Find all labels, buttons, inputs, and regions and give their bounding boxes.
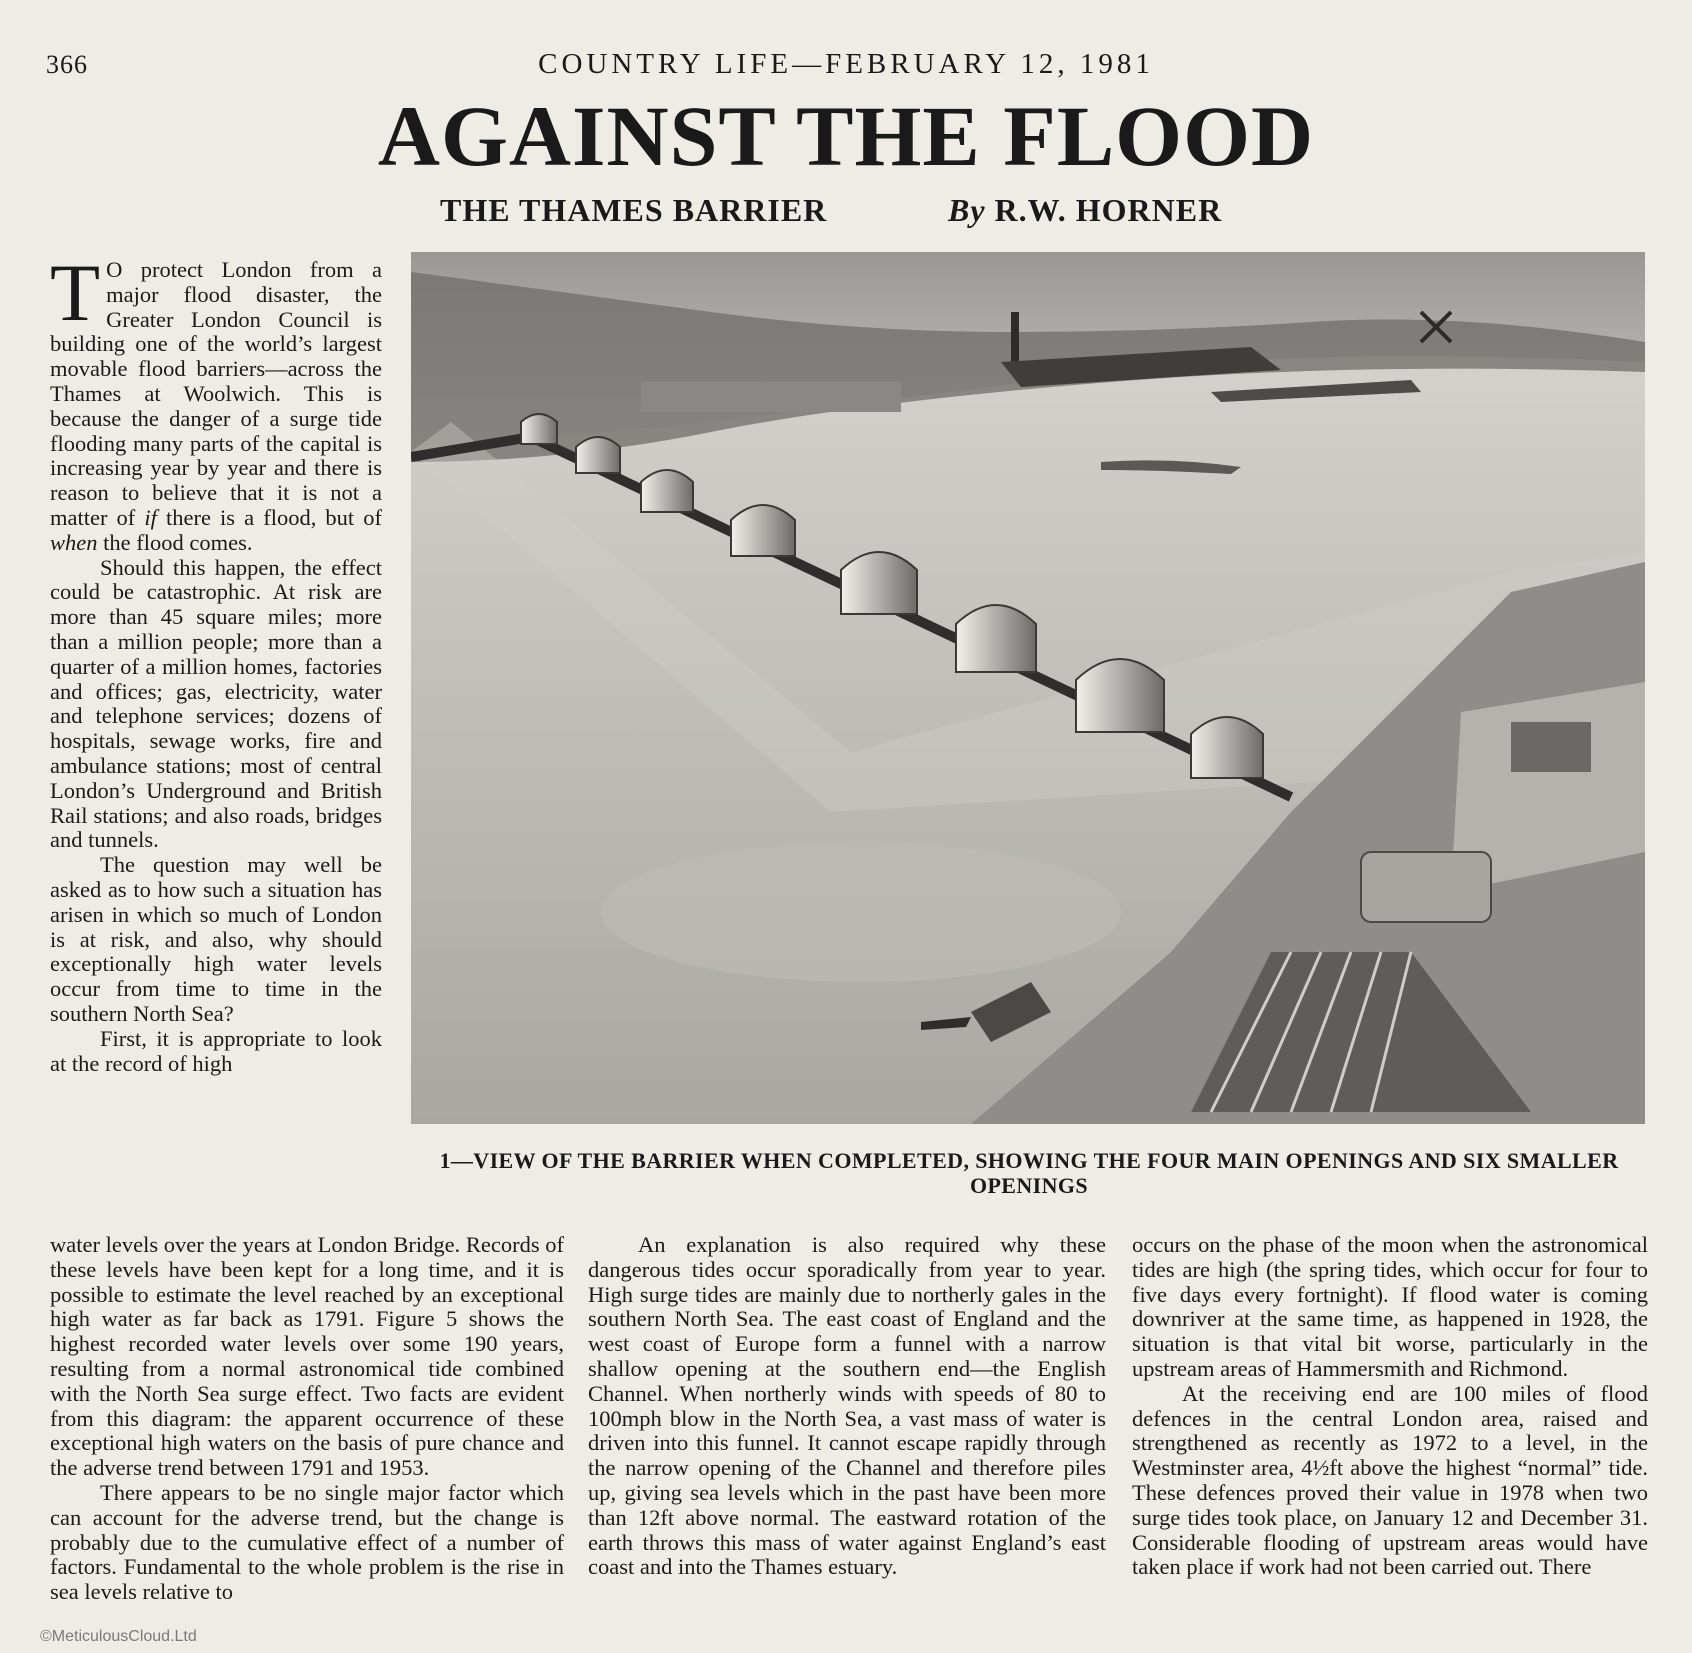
river-reflection	[601, 842, 1121, 982]
figure-caption: 1—VIEW OF THE BARRIER WHEN COMPLETED, SHOWING THE FOUR MAIN OPENINGS AND SIX SMALLER OPENINGS	[439, 1148, 1619, 1198]
byline-author: R.W. HORNER	[994, 192, 1223, 228]
barrier-drawing	[411, 252, 1645, 1124]
far-bank-buildings	[641, 382, 901, 412]
byline	[948, 192, 1222, 229]
barrier-illustration	[411, 252, 1645, 1124]
article-column-intro	[50, 247, 382, 1076]
watermark: ©MeticulousCloud.Ltd	[40, 1628, 197, 1645]
p1-if: if	[144, 504, 157, 530]
p1-lead: O protect London from a major flood disaster, the Greater London Council is building one of the world’s largest movable flood barriers—across the Thames at Woolwich. This is because the danger of a surge tide flooding many parts of the capital is increasing year by year and there is reason to believe that it is not a matter of	[50, 257, 382, 530]
car-park	[1361, 852, 1491, 922]
article-column-1	[50, 1233, 564, 1605]
paragraph-3: The question may well be asked as to how such a situation has arisen in which so much of London is at risk, and also, why should exceptionally high water levels occur from time to time in the southern North Sea?	[50, 852, 382, 1026]
running-head: COUNTRY LIFE—FEBRUARY 12, 1981	[538, 48, 1154, 80]
paragraph-4-start: First, it is appropriate to look at the record of high	[50, 1025, 382, 1076]
article-column-3	[1132, 1233, 1648, 1580]
p1-mid: there is a flood, but of	[156, 504, 382, 530]
article-column-2	[588, 1233, 1106, 1580]
paragraph-5: There appears to be no single major factor which can account for the adverse trend, but the change is probably due to the cumulative effect of a number of factors. Fundamental to the whole problem is the rise in sea levels relative to	[50, 1479, 564, 1605]
paragraph-8: At the receiving end are 100 miles of flood defences in the central London area, raised and strengthened as recently as 1972 to a level, in the Westminster area, 4½ft above the highest “normal” tide. These defences proved their value in 1978 when two surge tides took place, on January 12 and December 31. Considerable flooding of upstream areas would have taken place if work had not been carried out. There	[1132, 1380, 1648, 1580]
headline: AGAINST THE FLOOD	[377, 88, 1315, 184]
paragraph-7: occurs on the phase of the moon when the astronomical tides are high (the spring tides, which occur for four to five days every fortnight). If flood water is coming downriver at the same time, as happened in 1928, the situation is that vital bit worse, particularly in the upstream areas of Hammersmith and Richmond.	[1132, 1232, 1648, 1381]
paragraph-4-continued: water levels over the years at London Bridge. Records of these levels have been kept for a long time, and it is possible to estimate the level reached by an exceptional high water as far back as 1791. Figure 5 shows the highest recorded water levels over some 190 years, resulting from a normal astronomical tide combined with the North Sea surge effect. Two facts are evident from this diagram: the apparent occurrence of these exceptional high waters on the basis of pure chance and the adverse trend between 1791 and 1953.	[50, 1232, 564, 1481]
paragraph-1	[50, 247, 382, 556]
drop-cap: T	[50, 247, 101, 338]
subhead-title: THE THAMES BARRIER	[440, 192, 828, 228]
page-number: 366	[46, 50, 88, 79]
paragraph-2: Should this happen, the effect could be catastrophic. At risk are more than 45 square miles; more than a million people; more than a quarter of a million homes, factories and offices; gas, electricity, water and telephone services; dozens of hospitals, sewage works, fire and ambulance stations; most of central London’s Underground and British Rail stations; and also roads, bridges and tunnels.	[50, 554, 382, 853]
p1-tail: the flood comes.	[97, 529, 253, 555]
byline-by: By	[948, 192, 986, 228]
paragraph-6: An explanation is also required why these dangerous tides occur sporadically from year to year. High surge tides are mainly due to northerly gales in the southern North Sea. The east coast of England and the west coast of Europe form a funnel with a narrow shallow opening at the southern end—the English Channel. When northerly winds with speeds of 80 to 100mph blow in the North Sea, a vast mass of water is driven into this funnel. It cannot escape rapidly through the narrow opening of the Channel and therefore piles up, giving sea levels which in the past have been more than 12ft above normal. The eastward rotation of the earth throws this mass of water against England’s east coast and into the Thames estuary.	[588, 1232, 1106, 1580]
control-building-roof	[1511, 722, 1591, 772]
p1-when: when	[50, 529, 98, 555]
